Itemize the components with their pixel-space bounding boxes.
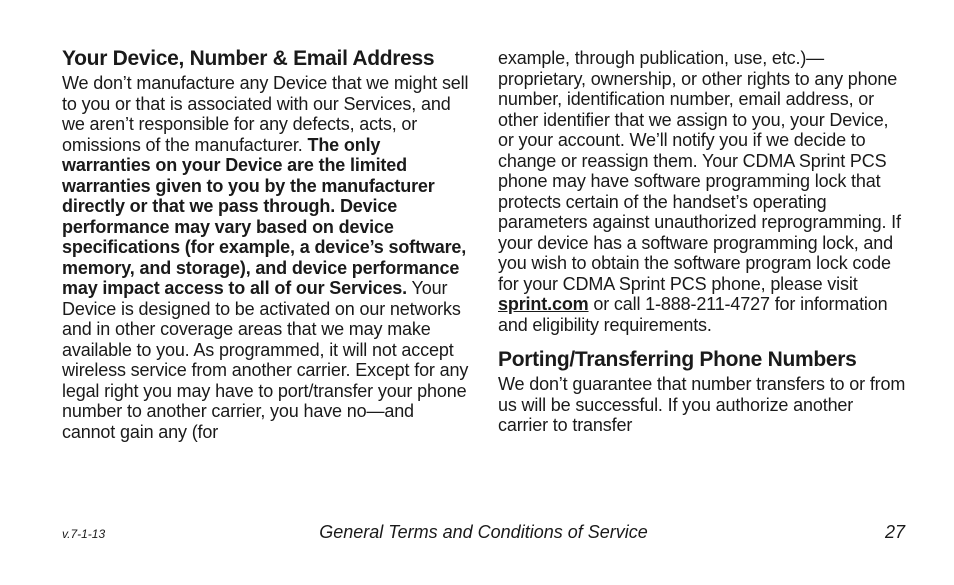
page-footer [62,522,905,546]
version-label: v.7-1-13 [62,527,106,541]
device-paragraph [62,73,470,442]
device-paragraph-intro: We don’t manufacture any Device that we might sell to you or that is associated with our Services, and we aren’t responsible for any defects, acts, or omissions of the manufacturer. [62,73,469,155]
footer-title: General Terms and Conditions of Service [319,522,648,542]
sprint-link[interactable]: sprint.com [498,294,589,314]
section-heading-device-number-email: Your Device, Number & Email Address [62,47,435,70]
porting-paragraph: We don’t guarantee that number transfers to or from us will be successful. If you authorize another carrier to transfer [498,374,906,435]
warranty-bold-text: The only warranties on your Device are the limited warranties given to you by the manufacturer directly or that we pass through. Device performance may vary based on device specifications (for example, a device’s software, memory, and storage), and device performance may impact access to all of our Services. [62,134,467,298]
page-number: 27 [884,522,905,542]
rights-paragraph-text: example, through publication, use, etc.)—proprietary, ownership, or other rights to any phone number, identification number, email address, or other identifier that we assign to you, your Device, or your account. We’ll notify you if we decide to change or reassign them. Your CDMA Sprint PCS phone may have software programming lock that protects certain of the handset’s operating parameters against unauthorized reprogramming. If your device has a software programming lock, and you wish to obtain the software program lock code for your CDMA Sprint PCS phone, please visit [498,48,901,294]
rights-paragraph [498,48,906,335]
device-paragraph-rest: Your Device is designed to be activated on our networks and in other coverage areas that we may make available to you. As programmed, it will not accept wireless service from another carrier. Except for any legal right you may have to port/transfer your phone number to another carrier, you have no—and cannot gain any (for [62,278,469,442]
section-heading-porting: Porting/Transferring Phone Numbers [498,348,857,371]
left-column [62,46,470,442]
right-column [498,48,906,436]
rights-paragraph-end: or call 1-888-211-4727 for information and eligibility requirements. [498,294,888,335]
